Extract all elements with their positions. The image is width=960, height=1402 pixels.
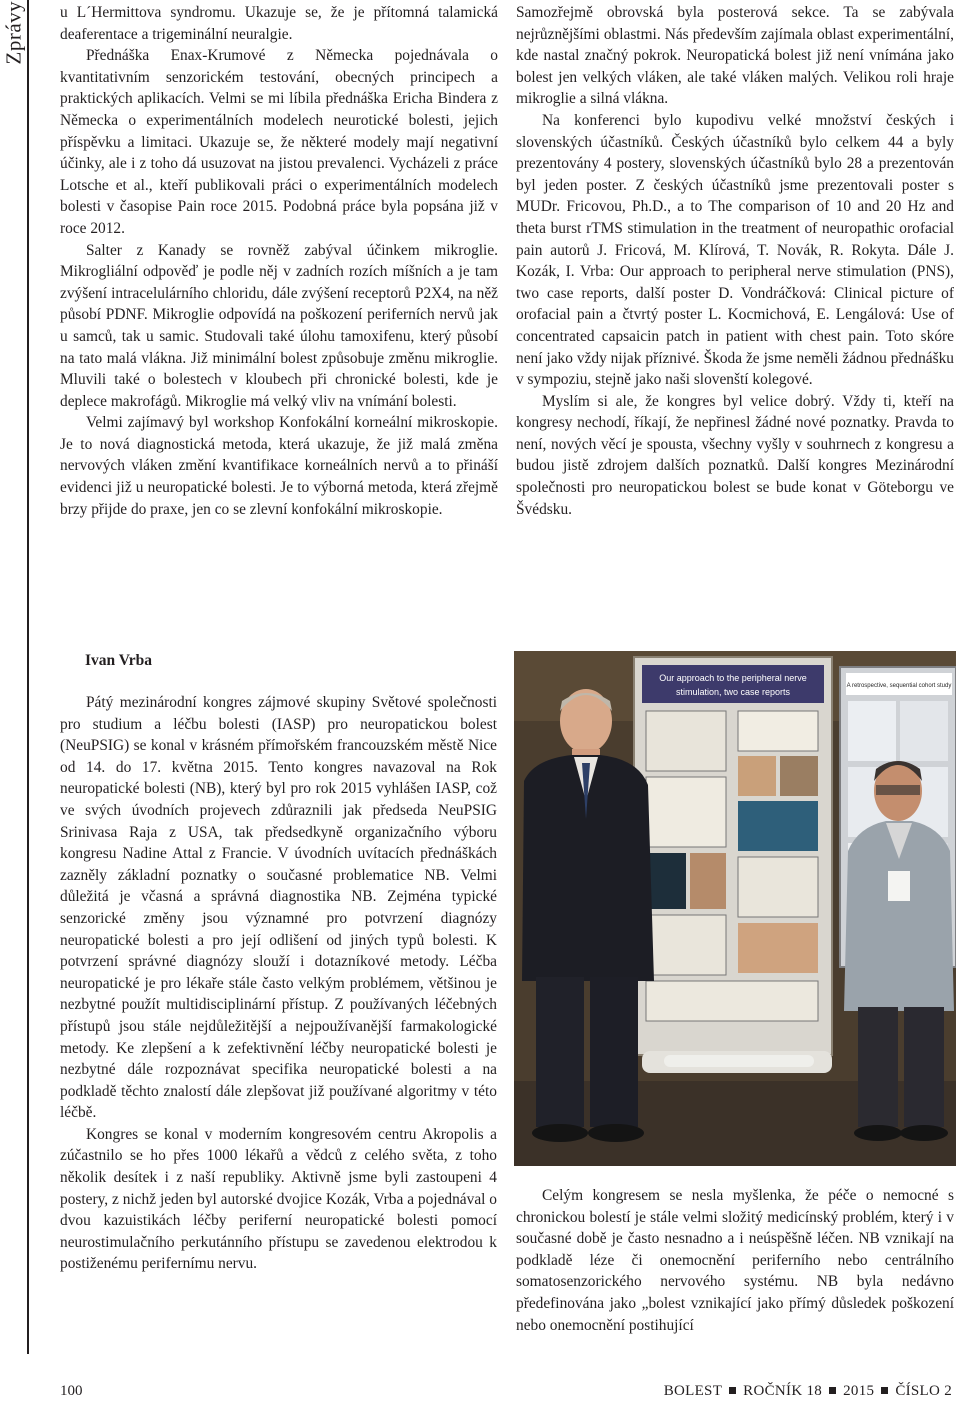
- page-number: 100: [60, 1383, 83, 1399]
- paragraph: Myslím si ale, že kongres byl velice dobrý. Vždy ti, kteří na kongresy nechodí, říkají, že nepřinesl žádné nové poznatky. Pravda to není, nových věcí je spousta, všechny vyšly v souhrnech z kongresu a budou jistě zdrojem dalších poznatků. Další kongres Mezinárodní společnosti pro neuropatickou bolest se bude konat v Göteborgu ve Švédsku.: [516, 392, 954, 518]
- journal-volume: ROČNÍK 18: [743, 1383, 823, 1399]
- conference-photo: [514, 651, 956, 1166]
- poster-right-title: A retrospective, sequential cohort study: [846, 683, 952, 689]
- section-tab: [0, 0, 29, 1354]
- journal-name: BOLEST: [663, 1383, 723, 1399]
- paragraph: u L´Hermittova syndromu. Ukazuje se, že je přítomná talamická deaferentace a trigeminální neuralgie.: [60, 4, 498, 43]
- paragraph: Velmi zajímavý byl workshop Konfokální korneální mikroskopie. Je to nová diagnostická metoda, která ukazuje, že již malá změna nervových vláken změní kvantifikace korneálních nervů a to přináší evidenci již u neuropatické bolesti. Je to výborná metoda, která zřejmě brzy přijde do praxe, jen co se zlevní konfokální mikroskopie.: [60, 414, 498, 518]
- paragraph: Celým kongresem se nesla myšlenka, že péče o nemocné s chronickou bolestí je stále velmi složitý medicínský problém, který i v současné době je často nesnadno a i neúspěšně léčen. NB vznikají na podkladě léze či onemocnění periferního nebo centrálního somatosenzorického nervového systému. NB byla nedávno předefinována jako „bolest vznikající jako přímý důsledek poškození nebo onemocnění postihující: [516, 1187, 954, 1334]
- paragraph: Pátý mezinárodní kongres zájmové skupiny Světové společnosti pro studium a léčbu bolesti (IASP) pro neuropatickou bolest (NeuPSIG) se konal v krásném přímořském francouzském městě Nice od 14. do 17. května 2015. Tento kongres navazoval na Rok neuropatické bolesti (NB), který byl pro rok 2015 vyhlášen IASP, což ve svých úvodních projevech zdůraznili jak předseda NeuPSIG Srinivasa Raja z USA, tak předsedkyně organizačního výboru kongresu Nadine Attal z Francie. V úvodních uvítacích přednáškách zazněly základní poznatky o současné problematice NB. Velmi důležitá je včasná a správná diagnostika NB. Zejména typické senzorické změny jsou významné pro potvrzení diagnózy neuropatické bolesti a pro její odlišení od jiných typů bolesti. K potvrzení správné diagnózy slouží i dotazníkové metody. Léčba neuropatické je pro lékaře stále často velkým problémem, většinou je nezbytné použít multidisciplinární přístup. Z používaných léčebných přístupů jsou stále nejdůležitější a nejpoužívanější farmakologické metody. Ke zlepšení a k zefektivnění léčby neuropatické bolesti je nezbytné dále rozpoznávat specifika neuropatické bolesti a na podkladě těchto znalostí dále zlepšovat již používané algoritmy v této léčbě.: [60, 694, 497, 1122]
- paragraph: Na konferenci bylo kupodivu velké množství českých i slovenských účastníků. Českých účastníků bylo celkem 44 a byly prezentovány 4 postery, slovenských účastníků bylo 28 a prezentován byl jeden poster. Z českých účastníků jsme prezentovali poster s MUDr. Fricovou, Ph.D., a to The comparison of 10 and 20 Hz and theta burst rTMS stimulation in the treatment of neuropathic orofacial pain autorů J. Fricová, M. Klírová, T. Novák, R. Rokyta. Dále J. Kozák, I. Vrba: Our approach to peripheral nerve stimulation (PNS), two case reports, další poster D. Vondráčková: Clinical picture of orofacial pain a čtvrtý poster L. Kocmichová, E. Lengálová: Use of concentrated capsaicin patch in patient with chest pain. Toto skóre není jako vždy nijak příznivé. Škoda že jsme neměli žádnou přednášku v sympoziu, stejně jako naši slovenští kolegové.: [516, 111, 954, 389]
- paragraph: Přednáška Enax-Krumové z Německa pojednávala o kvantitativním senzorickém testování, obecných principech a praktických aplikacích. Velmi se mi líbila přednáška Ericha Bindera z Německa o experimentálních modelech neurotické bolesti, jejich příspěvku a limitaci. Ukazuje se, že některé modely mají negativní účinky, ale i z toho dá usuzovat na jistou prevalenci. Vycházeli z práce Lotsche et al., kteří publikovali práci o experimentálních modelech bolesti v časopise Pain roce 2015. Podobná práce byla popsána již v roce 2012.: [60, 47, 498, 237]
- journal-footer: [664, 1383, 952, 1400]
- poster-title-line-2: stimulation, two case reports: [675, 687, 791, 697]
- separator-square-icon: [881, 1387, 888, 1394]
- column-left-bottom: [60, 692, 497, 1275]
- journal-year: 2015: [843, 1383, 875, 1399]
- paragraph: Salter z Kanady se rovněž zabýval účinkem mikroglie. Mikrogliální odpověď je podle něj v zadních rozích míšních a je tam zvýšení intracelulárního chloridu, dále zvýšení receptorů P2X4, na něž působí PDNF. Mikroglie odpovídá na poškození periferních nervů jak u samců, tak u samic. Studovali také úlohu tamoxifenu, který působí na tato malá vlákna. Již minimální bolest způsobuje změnu mikroglie. Mluvili také o bolestech v kloubech při chronické bolesti, kde je deplece makrofágů. Mikroglie má velký vliv na vnímání bolesti.: [60, 241, 498, 410]
- separator-square-icon: [729, 1387, 736, 1394]
- author-name: Ivan Vrba: [85, 652, 153, 669]
- column-left-top: [60, 2, 498, 520]
- section-tab-label: Zprávy: [1, 0, 26, 65]
- poster-title-line-1: Our approach to the peripheral nerve: [659, 673, 807, 683]
- column-right-top: [516, 2, 954, 520]
- journal-issue: ČÍSLO 2: [895, 1383, 952, 1399]
- separator-square-icon: [829, 1387, 836, 1394]
- column-right-bottom: [516, 1185, 954, 1336]
- paragraph: Samozřejmě obrovská byla posterová sekce. Ta se zabývala nejrůznějšími oblastmi. Nás především zajímala oblast experimentální, kde nastal značný pokrok. Neuropatická bolest již není vnímána jako bolest jen velkých vláken, ale také vláken malých. Velikou roli hraje mikroglie a silná vlákna.: [516, 4, 954, 108]
- photo-illustration: [514, 651, 956, 1166]
- paragraph: Kongres se konal v moderním kongresovém centru Akropolis a zúčastnilo se ho přes 1000 lékařů a vědců z celého světa, z toho několik desítek i z naší republiky. Aktivně jsme byli zastoupeni 4 postery, z nichž jeden byl autorské dvojice Kozák, Vrba a pojednával o dvou kazuistikách léčby periferní neuropatické bolesti pomocí neurostimulačního perkutánního přístupu se zavedenou elektrodou k postiženému perifernímu nervu.: [60, 1125, 497, 1273]
